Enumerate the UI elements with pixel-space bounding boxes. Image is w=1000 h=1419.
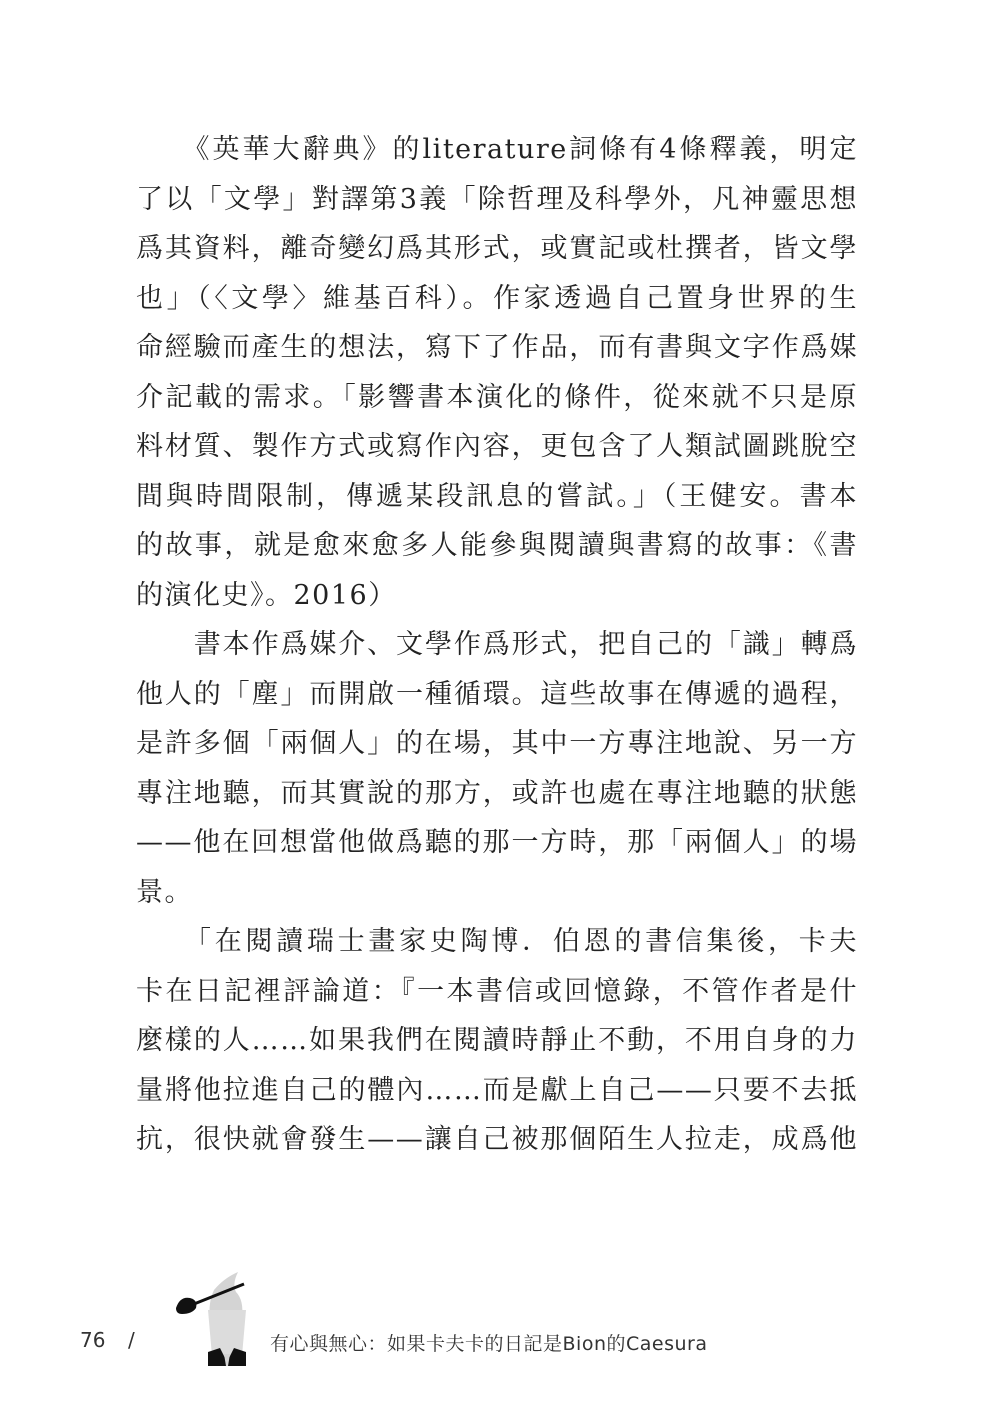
text-line: 景。 <box>136 876 193 908</box>
page-footer <box>0 1270 1000 1370</box>
running-title: 有心與無心：如果卡夫卡的日記是Bion的Caesura <box>270 1333 708 1355</box>
text-line: 的故事，就是愈來愈多人能參與閱讀與書寫的故事：《書 <box>136 530 858 561</box>
text-line: 介記載的需求。「影響書本演化的條件，從來就不只是原 <box>136 381 858 413</box>
text-line: 書本作爲媒介、文學作爲形式，把自己的「識」轉爲 <box>136 629 858 660</box>
text-line: 料材質、製作方式或寫作內容，更包含了人類試圖跳脫空 <box>136 431 858 462</box>
text-line: 爲其資料，離奇變幻爲其形式，或實記或杜撰者，皆文學 <box>136 233 858 264</box>
text-line: 的演化史》。2016） <box>136 579 397 611</box>
footer-separator: / <box>128 1328 135 1352</box>
text-line: 抗，很快就會發生——讓自己被那個陌生人拉走，成爲他 <box>136 1124 858 1155</box>
conductor-figure-icon <box>172 1270 262 1370</box>
text-line: 間與時間限制，傳遞某段訊息的嘗試。」（王健安。書本 <box>136 480 858 512</box>
text-line: 也」（〈文學〉維基百科）。作家透過自己置身世界的生 <box>136 282 858 314</box>
text-line: 《英華大辭典》的literature詞條有4條釋義，明定 <box>136 134 858 165</box>
text-line: ——他在回想當他做爲聽的那一方時，那「兩個人」的場 <box>136 827 858 858</box>
text-line: 麼樣的人……如果我們在閱讀時靜止不動，不用自身的力 <box>136 1025 858 1056</box>
text-line: 他人的「塵」而開啟一種循環。這些故事在傳遞的過程， <box>136 678 858 710</box>
text-line: 專注地聽，而其實說的那方，或許也處在專注地聽的狀態 <box>136 777 858 809</box>
text-line: 量將他拉進自己的體內……而是獻上自己——只要不去抵 <box>136 1074 858 1106</box>
text-line: 命經驗而產生的想法，寫下了作品，而有書與文字作爲媒 <box>136 332 858 363</box>
text-line: 卡在日記裡評論道：『一本書信或回憶錄，不管作者是什 <box>136 975 858 1007</box>
text-line: 是許多個「兩個人」的在場，其中一方專注地說、另一方 <box>136 728 858 759</box>
body-text <box>136 125 858 1165</box>
text-line: 了以「文學」對譯第3義「除哲理及科學外，凡神靈思想 <box>136 183 858 215</box>
text-line: 「在閱讀瑞士畫家史陶博．伯恩的書信集後，卡夫 <box>136 926 858 957</box>
page-number: 76 <box>80 1328 106 1352</box>
